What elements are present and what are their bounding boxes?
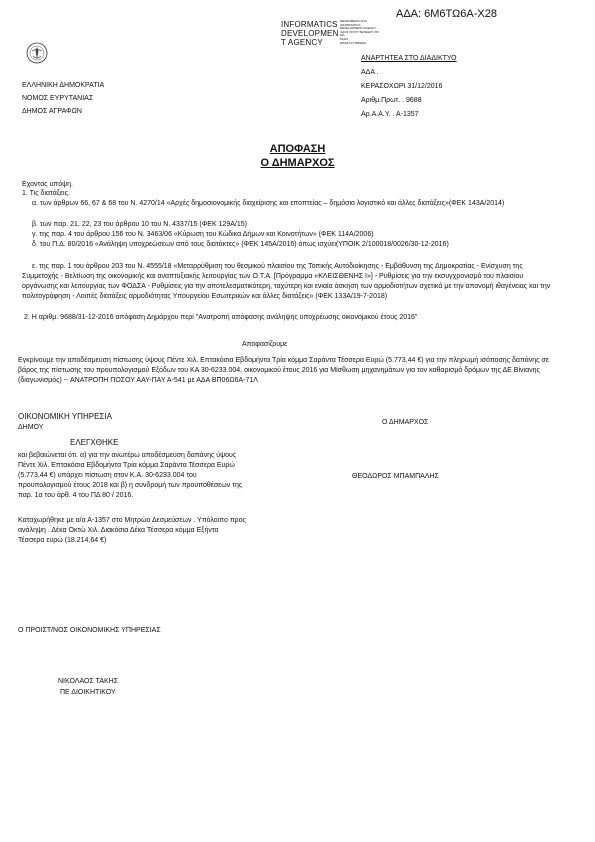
signatory-name: ΝΙΚΟΛΑΟΣ ΤΑΚΗΣ [58,678,119,685]
prefecture-label: ΝΟΜΟΣ ΕΥΡΥΤΑΝΙΑΣ [22,95,94,102]
head-finance-label: Ο ΠΡΟΙΣΤ/ΝΟΣ ΟΙΚΟΝΟΜΙΚΗΣ ΥΠΗΡΕΣΙΑΣ [18,627,161,634]
item-b: β. των παρ. 21, 22, 23 του άρθρου 10 του Ν. 4337/15 (ΦΕΚ 129Α/15) [32,221,247,228]
intro-text: Εχοντας υπόψη. [22,181,73,188]
agency-line-1: INFORMATICS [281,20,338,29]
agency-line-3: T AGENCY [281,38,323,47]
item-c: γ. της παρ. 4 του άρθρου 156 του Ν. 3463/06 «Κύρωση του Κώδικα Δήμων και Κοινοτήτων» (ΦΕΚ 114Α/2006) [32,231,374,238]
signatory-role: ΠΕ ΔΙΟΙΚΗΤΙΚΟΥ [60,689,116,696]
finance-certification: και βεβαιώνεται ότι. α) για την ανωτέρω αποδέσμευση δαπάνης ύψους Πέντε Χιλ. Επτακόσια Εβδομήντα Τρία κόμμα Σαράντα Τέσσερα Ευρώ (5.773,44 €) υπάρχει πίστωση στον Κ.Α. 30-6233.004 του προυπολογισμού έτους 2018 και β) η συνδρομή των προυποθέσεων της παρ. 1α του άρθ. 4 του ΠΔ 80 / 2016. [18,452,243,499]
aay-number: Αρ.Α.Α.Υ. . Α-1357 [361,111,419,118]
place-date: ΚΕΡΑΣΟΧΩΡΙ 31/12/2016 [361,83,443,90]
header-left [22,81,104,117]
item-a: α. των άρθρων 66, 67 & 68 του Ν. 4270/14 «Αρχές δημοσιονομικής διαχείρισης και εποπτείας – δημόσιο λογιστικό και άλλες διατάξεις»(ΦΕΚ 143Α/2014) [32,200,505,207]
municipality-label: ΔΗΜΟΣ ΑΓΡΑΦΩΝ [22,108,82,115]
item-d: δ. του Π.Δ. 80/2016 «Ανάληψη υποχρεώσεων από τους διατάκτες» (ΦΕΚ 145Α/2016) όπως ισχύει(ΥΠΟΙΚ 2/100018/0026/30-12-2016) [32,241,449,248]
decide-label: Αποφασίζουμε [242,341,288,348]
agency-line-2: DEVELOPMEN [281,29,339,38]
ada-code: ΑΔΑ: 6Μ6ΤΩ6Α-Χ28 [396,8,497,20]
mayor-title: Ο ΔΗΜΑΡΧΟΣ [260,157,335,169]
ada-line: ΑΔΑ . [361,69,379,76]
item-1: 1. Τις διατάξεις. [22,190,70,197]
agency-small-text: ΘΕΩΡΗΜΕΝΟ ΑΠΟ INFORMATICS DEVELOPMENT AGENCY ΟΔΟΣ ΠΟΥΛΥΤΕΧΝΕΙΟΥ 8Χ ΜΛ ΡΑΙΑΥ ΕΠΑΝΑ ΣΥΜΦΩΝΗ [340,19,379,45]
mayor-name: ΘΕΟΔΩΡΟΣ ΜΠΑΜΠΑΛΗΣ [352,473,439,480]
informatics-agency-stamp [281,20,339,47]
publish-online-label: ΑΝΑΡΤΗΤΕΑ ΣΤΟ ΔΙΑΔΙΚΤΥΟ [361,55,457,62]
commitment-record: Καταχωρήθηκε με α/α Α-1357 στο Μητρώο Δεσμεύσεων . Υπόλοιπο προς ανάληψη . Δέκα Οκτώ Χιλ. Διακόσια Δέκα Τέσσερα κόμμα Εξήντα Τέσσερα ευρώ (18.214,64 €) [18,517,246,544]
finance-dept-sub: ΔΗΜΟΥ [18,424,44,431]
mayor-signature-label: Ο ΔΗΜΑΡΧΟΣ [382,419,429,426]
item-e: ε. της παρ. 1 του άρθρου 203 του Ν. 4555/18 «Μεταρρύθμιση του θεσμικού πλαισίου της Τοπικής Αυτοδιοίκησης - Εμβάθυνση της Δημοκρατίας - Ενίσχυση της Συμμετοχής - Βελτίωση της οικονομικής και αναπτυξιακής λειτουργίας των Ο.Τ.Α. [Πρόγραμμα «ΚΛΕΙΣΘΕΝΗΣ Ι»] - Ρυθμίσεις για την εκσυγχρονισμό του πλαισίου οργάνωσης και λειτουργίας των ΦΟΔΣΑ - Ρυθμίσεις για την αποτελεσματικότερη, ταχύτερη και ενιαία άσκηση των αρμοδιοτήτων σχετικά με την απονομή ιθαγένειας και την πολιτογράφηση - Λοιπές διατάξεις αρμοδιότητας Υπουργείου Εσωτερικών και άλλες διατάξεις» (ΦΕΚ 133Α/19-7-2018) [22,263,551,300]
main-decision-text: Εγκρίνουμε την αποδέσμευση πίστωσης ύψους Πέντε Χιλ. Επτακόσια Εβδομήντα Τρία κόμμα Σαράντα Τέσσερα Ευρώ (5.773,44 €) για την πληρωμή ισόποσης δαπάνης σε βάρος της πίστωσης του προυπολογισμού Εξόδων του ΚΑ 30-6233.004, οικονομικού έτους 2016 για Μίσθωση μηχανημάτων για τον καθαρισμό δρόμων της ΔΕ Βίνιανης (διαγωνισμός) -- ΑΝΑΤΡΟΠΗ ΠΟΣΟΥ ΑΑΥ-ΠΑΥ Α-541 με ΑΔΑ ΒΠ06Ω6Α-71Λ [18,357,549,384]
checked-label: ΕΛΕΓΧΘΗΚΕ [70,438,119,447]
finance-dept-title: ΟΙΚΟΝΟΜΙΚΗ ΥΠΗΡΕΣΙΑ [18,412,112,421]
republic-label: ΕΛΛΗΝΙΚΗ ΔΗΜΟΚΡΑΤΙΑ [22,82,105,89]
header-right [361,54,457,120]
decision-title: ΑΠΟΦΑΣΗ [269,143,326,155]
protocol-number: Αριθμ.Πρωτ. . 9688 [361,97,422,104]
item-2: 2. Η αριθμ. 9688/31-12-2016 απόφαση Δημάρχου περί "Ανατροπή απόφασης ανάληψης υποχρέωσης οικονομικού έτους 2016" [24,314,418,321]
greek-republic-seal-icon [26,42,48,64]
